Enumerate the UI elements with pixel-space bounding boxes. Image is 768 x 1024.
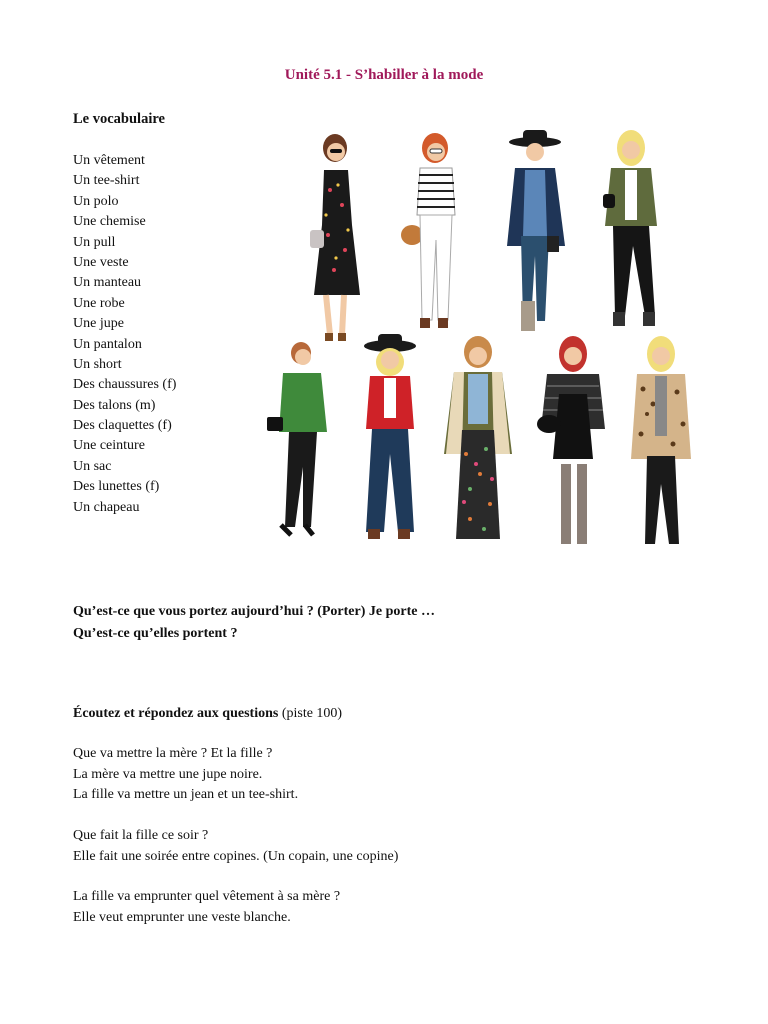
fashion-women-illustration — [255, 122, 705, 562]
vocabulary-heading: Le vocabulaire — [73, 111, 165, 127]
qa-line: Que va mettre la mère ? Et la fille ? — [73, 746, 273, 761]
vocab-item: Un polo — [73, 193, 119, 209]
vocab-item: Un pantalon — [73, 336, 142, 352]
vocab-item: Des chaussures (f) — [73, 377, 177, 393]
vocab-item: Une robe — [73, 295, 125, 311]
vocab-item: Un short — [73, 356, 122, 372]
figure-shearling-coat — [444, 336, 512, 539]
qa-line: La fille va emprunter quel vêtement à sa mère ? — [73, 889, 341, 904]
qa-block-3 — [73, 887, 340, 928]
qa-block-1 — [73, 744, 298, 806]
discussion-questions — [73, 601, 435, 645]
qa-block-2 — [73, 826, 398, 867]
figure-red-jacket — [364, 334, 416, 539]
vocab-item: Un vêtement — [73, 153, 145, 168]
qa-line: Elle fait une soirée entre copines. (Un copain, une copine) — [73, 848, 399, 864]
vocab-item: Un pull — [73, 234, 116, 250]
page-title: Unité 5.1 - S’habiller à la mode — [284, 67, 484, 83]
vocab-item: Un manteau — [73, 275, 142, 291]
vocab-item: Une ceinture — [73, 438, 145, 454]
qa-line: Que fait la fille ce soir ? — [73, 828, 209, 843]
question-2: Qu’est-ce qu’elles portent ? — [73, 626, 238, 641]
figure-floral-dress — [310, 134, 360, 341]
vocab-item: Un tee-shirt — [73, 173, 140, 189]
listening-title: Écoutez et répondez aux questions — [73, 706, 279, 721]
question-1: Qu’est-ce que vous portez aujourd’hui ? (Porter) Je porte … — [73, 604, 435, 619]
vocab-item: Une jupe — [73, 316, 124, 332]
vocab-item: Un chapeau — [73, 499, 140, 515]
qa-line: La fille va mettre un jean et un tee-shirt. — [73, 787, 299, 802]
vocab-item: Une veste — [73, 254, 129, 270]
vocab-item: Des claquettes (f) — [73, 418, 172, 434]
qa-line: Elle veut emprunter une veste blanche. — [73, 909, 291, 925]
track-label: (piste 100) — [281, 706, 343, 721]
figure-green-jacket — [267, 342, 327, 535]
qa-line: La mère va mettre une jupe noire. — [73, 766, 263, 782]
vocab-item: Des lunettes (f) — [73, 479, 160, 495]
vocab-item: Un sac — [73, 458, 112, 474]
figure-denim-hat — [507, 130, 565, 331]
figure-puffer-jacket — [537, 336, 605, 544]
vocab-item: Une chemise — [73, 214, 146, 230]
figure-striped-top — [401, 133, 455, 328]
vocab-item: Des talons (m) — [73, 397, 156, 413]
figure-leopard-coat — [631, 336, 691, 544]
figure-army-jacket — [603, 130, 657, 326]
listening-heading — [73, 704, 342, 725]
vocabulary-list — [73, 151, 176, 518]
